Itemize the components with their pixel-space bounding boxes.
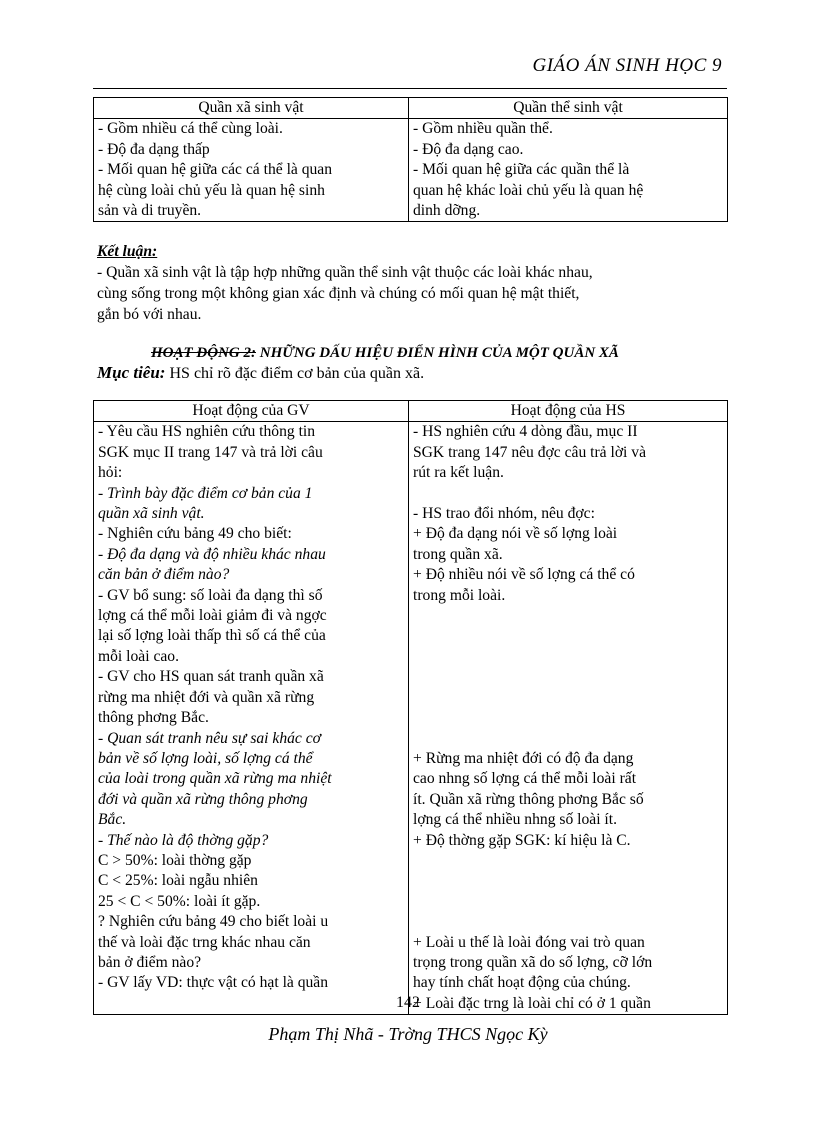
table-header-row xyxy=(94,401,728,422)
cell-line: - Độ đa dạng thấp xyxy=(98,140,210,158)
conclusion-title: Kết luận: xyxy=(97,243,158,260)
cell-line: - Độ đa dạng và độ nhiều khác nhau xyxy=(98,545,326,563)
cell-line xyxy=(413,871,723,891)
cell-line: lại số lợng loài thấp thì số cá thể của xyxy=(98,627,326,645)
student-activity-column xyxy=(409,422,728,1015)
activity-table xyxy=(93,400,728,1015)
population-column xyxy=(409,119,728,222)
cell-line: SGK mục II trang 147 và trả lời câu xyxy=(98,443,323,461)
cell-line xyxy=(413,606,723,626)
cell-line: 25 < C < 50%: loài ít gặp. xyxy=(98,892,261,910)
cell-line xyxy=(413,647,723,667)
cell-line: cao nhng số lợng cá thể mỗi loài rất xyxy=(413,770,637,788)
cell-line xyxy=(413,708,723,728)
header-cell: Hoạt động của GV xyxy=(94,401,409,422)
cell-line: của loài trong quần xã rừng ma nhiệt xyxy=(98,770,332,788)
cell-line: trong mỗi loài. xyxy=(413,586,506,604)
cell-line: lợng cá thể nhiều nhng số loài ít. xyxy=(413,811,617,829)
cell-line xyxy=(413,667,723,687)
cell-line: + Loài đặc trng là loài chỉ có ở 1 quần xyxy=(413,994,651,1012)
cell-line: căn bản ở điểm nào? xyxy=(98,566,230,584)
header-rule xyxy=(93,88,727,89)
table-row xyxy=(94,422,728,1015)
cell-line: + Rừng ma nhiệt đới có độ đa dạng xyxy=(413,749,634,767)
conclusion-line: gắn bó với nhau. xyxy=(97,306,202,323)
cell-line: trong quần xã. xyxy=(413,545,503,563)
cell-line: C > 50%: loài thờng gặp xyxy=(98,851,252,869)
cell-line: ? Nghiên cứu bảng 49 cho biết loài u xyxy=(98,913,329,931)
table-header-row xyxy=(94,98,728,119)
cell-line: quần xã sinh vật. xyxy=(98,505,205,523)
teacher-activity-column xyxy=(94,422,409,1015)
cell-line: - HS nghiên cứu 4 dòng đầu, mục II xyxy=(413,423,638,441)
cell-line: + Độ đa dạng nói về số lợng loài xyxy=(413,525,618,543)
comparison-table xyxy=(93,97,728,222)
cell-line: thế và loài đặc trng khác nhau căn xyxy=(98,933,311,951)
cell-line: hỏi: xyxy=(98,464,123,482)
cell-line xyxy=(413,626,723,646)
cell-line: - Gồm nhiều cá thể cùng loài. xyxy=(98,120,283,138)
cell-line: bản về số lợng loài, số lợng cá thể xyxy=(98,749,313,767)
cell-line: - HS trao đổi nhóm, nêu đợc: xyxy=(413,505,595,523)
header-cell: Hoạt động của HS xyxy=(409,401,728,422)
cell-line: trọng trong quần xã do số lợng, cỡ lớn xyxy=(413,953,653,971)
objective xyxy=(97,363,424,383)
header-cell: Quần thể sinh vật xyxy=(409,98,728,119)
cell-line: - Thế nào là độ thờng gặp? xyxy=(98,831,269,849)
cell-line: + Độ thờng gặp SGK: kí hiệu là C. xyxy=(413,831,631,849)
activity-heading xyxy=(151,345,619,362)
cell-line xyxy=(413,892,723,912)
cell-line: - Độ đa dạng cao. xyxy=(413,140,524,158)
cell-line: hệ cùng loài chủ yếu là quan hệ sinh xyxy=(98,181,325,199)
cell-line xyxy=(413,912,723,932)
cell-line: SGK trang 147 nêu đợc câu trả lời và xyxy=(413,443,647,461)
activity-label: HOẠT ĐỘNG 2: xyxy=(151,345,256,361)
objective-text: HS chỉ rõ đặc điểm cơ bản của quần xã. xyxy=(169,365,425,382)
cell-line: - Nghiên cứu bảng 49 cho biết: xyxy=(98,525,292,543)
cell-line: hay tính chất hoạt động của chúng. xyxy=(413,974,631,992)
cell-line: quan hệ khác loài chủ yếu là quan hệ xyxy=(413,181,644,199)
community-column xyxy=(94,119,409,222)
objective-label: Mục tiêu: xyxy=(97,363,166,382)
cell-line: đới và quần xã rừng thông phơng xyxy=(98,790,308,808)
conclusion-section xyxy=(97,241,721,325)
cell-line: rút ra kết luận. xyxy=(413,464,504,482)
cell-line: lợng cá thể mỗi loài giảm đi và ngợc xyxy=(98,607,327,625)
cell-line xyxy=(413,851,723,871)
document-header: GIÁO ÁN SINH HỌC 9 xyxy=(532,55,722,76)
cell-line: Bắc. xyxy=(98,811,127,829)
cell-line: sản và di truyền. xyxy=(98,202,202,220)
header-cell: Quần xã sinh vật xyxy=(94,98,409,119)
cell-line: - Trình bày đặc điểm cơ bản của 1 xyxy=(98,484,313,502)
cell-line: - GV bổ sung: số loài đa dạng thì số xyxy=(98,586,323,604)
cell-line: dinh dỡng. xyxy=(413,202,481,220)
cell-line: mỗi loài cao. xyxy=(98,647,179,665)
cell-line: rừng ma nhiệt đới và quần xã rừng xyxy=(98,688,315,706)
cell-line: - GV lấy VD: thực vật có hạt là quần xyxy=(98,974,329,992)
cell-line: ít. Quần xã rừng thông phơng Bắc số xyxy=(413,790,644,808)
cell-line: - Gồm nhiều quần thể. xyxy=(413,120,553,138)
cell-line: bản ở điểm nào? xyxy=(98,953,202,971)
cell-line: + Loài u thế là loài đóng vai trò quan xyxy=(413,933,645,951)
cell-line: - Yêu cầu HS nghiên cứu thông tin xyxy=(98,423,316,441)
table-row xyxy=(94,119,728,222)
cell-line: + Độ nhiều nói về số lợng cá thể có xyxy=(413,566,635,584)
cell-line: - GV cho HS quan sát tranh quần xã xyxy=(98,668,324,686)
conclusion-line: - Quần xã sinh vật là tập hợp những quần thể sinh vật thuộc các loài khác nhau, xyxy=(97,264,593,281)
cell-line xyxy=(413,688,723,708)
cell-line: C < 25%: loài ngẫu nhiên xyxy=(98,872,258,890)
conclusion-line: cùng sống trong một không gian xác định và chúng có mối quan hệ mật thiết, xyxy=(97,285,580,302)
document-footer: Phạm Thị Nhã - Trờng THCS Ngọc Kỳ xyxy=(268,1024,548,1044)
cell-line xyxy=(413,484,723,504)
cell-line xyxy=(413,729,723,749)
page-number: 142 xyxy=(396,994,420,1011)
cell-line: - Mối quan hệ giữa các cá thể là quan xyxy=(98,161,333,179)
activity-title: NHỮNG DẤU HIỆU ĐIỂN HÌNH CỦA MỘT QUẦN XÃ xyxy=(259,345,619,361)
cell-line: - Mối quan hệ giữa các quần thể là xyxy=(413,161,630,179)
cell-line: - Quan sát tranh nêu sự sai khác cơ xyxy=(98,729,321,747)
cell-line: thông phơng Bắc. xyxy=(98,709,209,727)
